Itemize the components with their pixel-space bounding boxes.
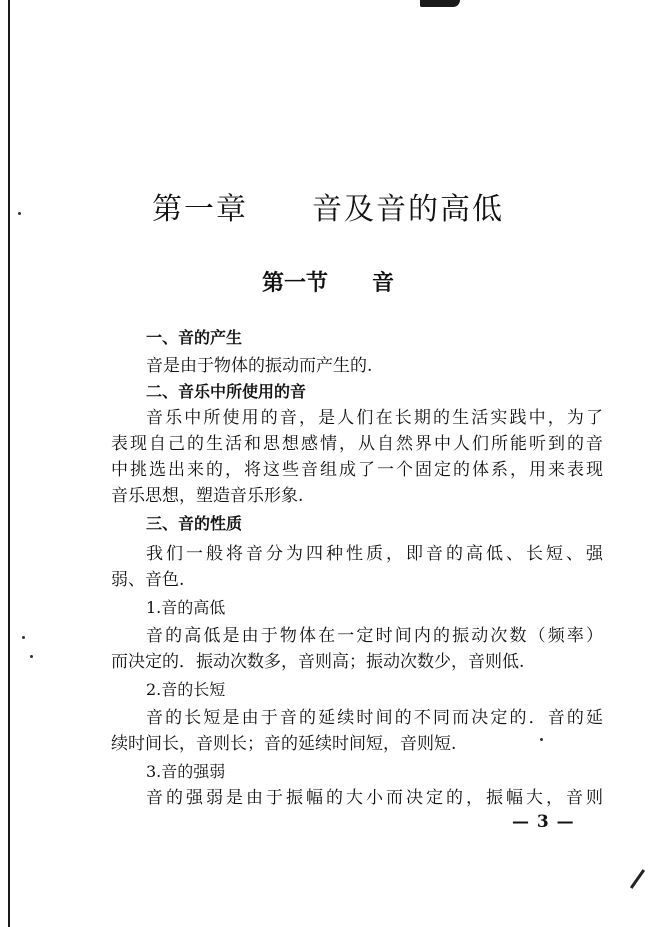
paragraph-line: 我们一般将音分为四种性质，即音的高低、长短、强 (146, 544, 603, 564)
paragraph-line: 中挑选出来的，将这些音组成了一个固定的体系，用来表现 (111, 460, 603, 480)
paragraph-line: 续时间长，音则长；音的延续时间短，音则短. (111, 734, 457, 754)
paragraph-line: 音乐中所使用的音，是人们在长期的生活实践中，为了 (146, 408, 603, 428)
heading-musical-sounds: 二、音乐中所使用的音 (146, 382, 307, 401)
heading-sound-properties: 三、音的性质 (146, 514, 243, 533)
speck (30, 655, 33, 658)
speck (540, 738, 543, 741)
paragraph-line: 音的长短是由于音的延续时间的不同而决定的．音的延 (146, 708, 603, 728)
subheading-duration: 2.音的长短 (146, 680, 226, 699)
speck (22, 636, 25, 639)
heading-sound-origin: 一、音的产生 (146, 328, 243, 347)
paragraph-line: 音是由于物体的振动而产生的. (146, 356, 373, 376)
paragraph-line: 表现自己的生活和思想感情，从自然界中人们所能听到的音 (111, 434, 603, 454)
paragraph-line: 音的高低是由于物体在一定时间内的振动次数（频率） (146, 626, 603, 646)
section-title: 第一节 音 (261, 271, 394, 296)
paragraph-line: 而决定的．振动次数多，音则高；振动次数少，音则低. (111, 652, 525, 672)
scan-stroke (630, 869, 645, 889)
page-number: — 3 — (512, 812, 575, 832)
scan-mark (420, 0, 460, 7)
chapter-title: 第一章 音及音的高低 (152, 192, 504, 227)
subheading-pitch: 1.音的高低 (146, 598, 226, 617)
subheading-intensity: 3.音的强弱 (146, 762, 226, 781)
paragraph-line: 音乐思想，塑造音乐形象. (111, 486, 304, 506)
paragraph-line: 弱、音色. (111, 570, 185, 590)
page-edge-shadow (8, 0, 10, 927)
paragraph-line: 音的强弱是由于振幅的大小而决定的，振幅大，音则 (146, 788, 603, 808)
